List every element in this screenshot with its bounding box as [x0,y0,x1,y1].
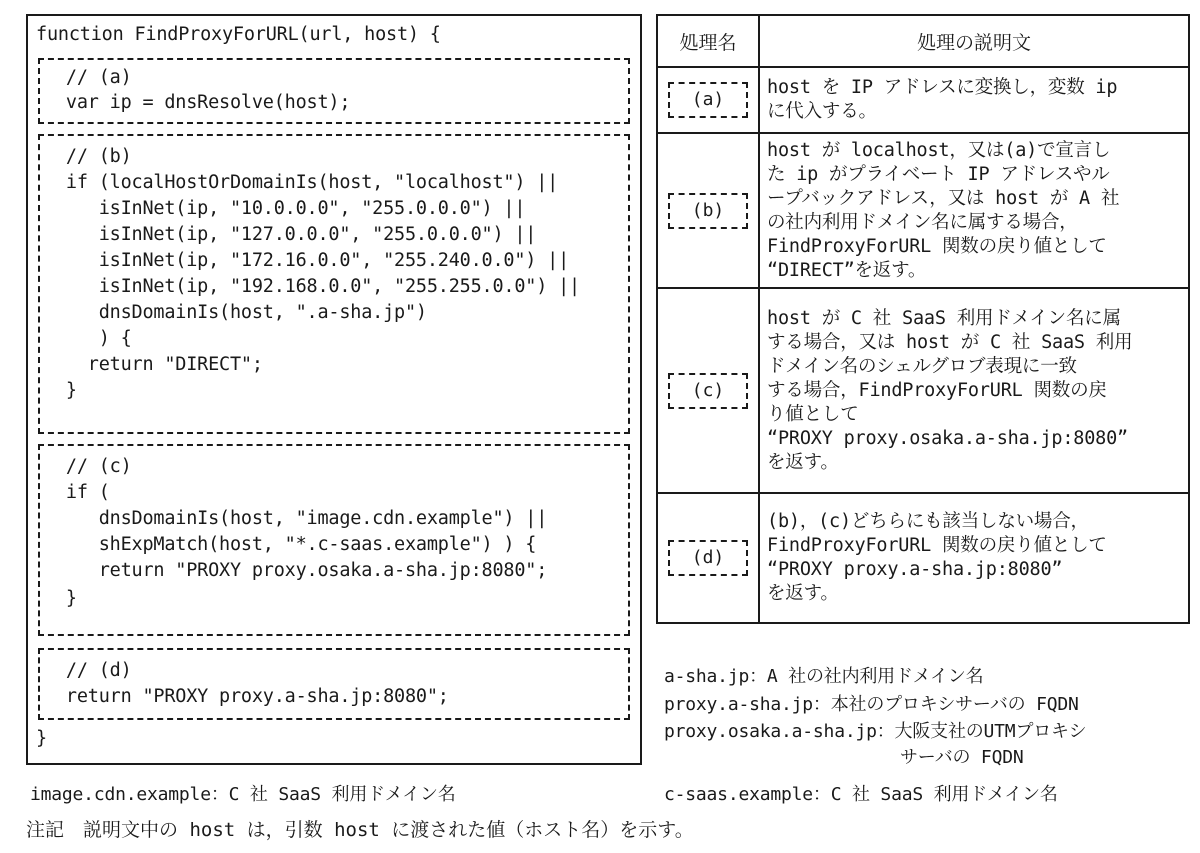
note-a-sha: a-sha.jp：A 社の社内利用ドメイン名 [664,666,984,687]
code-line: isInNet(ip, "172.16.0.0", "255.240.0.0") || [44,250,570,271]
process-label-c: (c) [668,373,748,409]
code-line: if ( [44,482,110,503]
code-block-c [38,444,630,636]
code-line: if (localHostOrDomainIs(host, "localhost") || [44,172,559,193]
code-line: } [44,588,77,609]
process-name-cell [657,133,759,288]
table-row [657,493,1189,623]
note-image-cdn: image.cdn.example：C 社 SaaS 利用ドメイン名 [30,784,456,805]
code-line: dnsDomainIs(host, ".a-sha.jp") [44,302,427,323]
process-desc-d: (b)，(c)どちらにも該当しない場合， FindProxyForURL 関数の戻り値として “PROXY proxy.a-sha.jp:8080” を返す。 [759,493,1189,623]
code-block-d [38,648,630,720]
code-line: // (a) [44,67,132,88]
process-label-a: (a) [668,82,748,118]
code-line: // (d) [44,660,132,681]
column-header-desc: 処理の説明文 [759,15,1189,67]
code-block-a [38,58,630,124]
note-c-saas: c-saas.example：C 社 SaaS 利用ドメイン名 [664,784,1058,805]
code-line: dnsDomainIs(host, "image.cdn.example") || [44,508,548,529]
table-row [657,133,1189,288]
code-line: shExpMatch(host, "*.c-saas.example") ) { [44,534,537,555]
column-header-name: 処理名 [657,15,759,67]
table-row [657,67,1189,133]
code-line: } [44,380,77,401]
table-row [657,288,1189,493]
code-line: // (b) [44,146,132,167]
footer-note: 注記 説明文中の host は，引数 host に渡された値（ホスト名）を示す。 [26,819,694,841]
table-header-row [657,15,1189,67]
code-line: return "PROXY proxy.osaka.a-sha.jp:8080"; [44,560,548,581]
code-header: function FindProxyForURL(url, host) { [36,24,441,45]
code-footer: } [36,728,47,749]
code-line: // (c) [44,456,132,477]
process-table [656,14,1190,624]
code-block-b [38,134,630,434]
code-line: isInNet(ip, "127.0.0.0", "255.0.0.0") || [44,224,537,245]
code-line: return "DIRECT"; [44,354,263,375]
code-line: return "PROXY proxy.a-sha.jp:8080"; [44,686,449,707]
code-line: ) { [44,328,132,349]
process-name-cell [657,288,759,493]
process-desc-c: host が C 社 SaaS 利用ドメイン名に属 する場合，又は host が C 社 SaaS 利用 ドメイン名のシェルグロブ表現に一致 する場合，FindProxyForURL 関数の戻 り値として “PROXY proxy.osaka.a-sha.jp:8080” を返す。 [759,288,1189,493]
process-label-b: (b) [668,193,748,229]
note-proxy-osaka: proxy.osaka.a-sha.jp：大阪支社のUTMプロキシ [664,721,1087,742]
process-name-cell [657,67,759,133]
process-name-cell [657,493,759,623]
code-listing [26,14,642,765]
code-line: var ip = dnsResolve(host); [44,92,351,113]
process-desc-a: host を IP アドレスに変換し，変数 ip に代入する。 [759,67,1189,133]
code-line: isInNet(ip, "192.168.0.0", "255.255.0.0") || [44,276,580,297]
process-label-d: (d) [668,540,748,576]
note-proxy-a-sha: proxy.a-sha.jp：本社のプロキシサーバの FQDN [664,694,1079,715]
process-desc-b: host が localhost，又は(a)で宣言し た ip がプライベート IP アドレスやル ープバックアドレス，又は host が A 社 の社内利用ドメイン名に属する場合， FindProxyForURL 関数の戻り値として “DIRECT”を返す。 [759,133,1189,288]
note-proxy-osaka-cont: サーバの FQDN [900,747,1024,768]
code-line: isInNet(ip, "10.0.0.0", "255.0.0.0") || [44,198,526,219]
